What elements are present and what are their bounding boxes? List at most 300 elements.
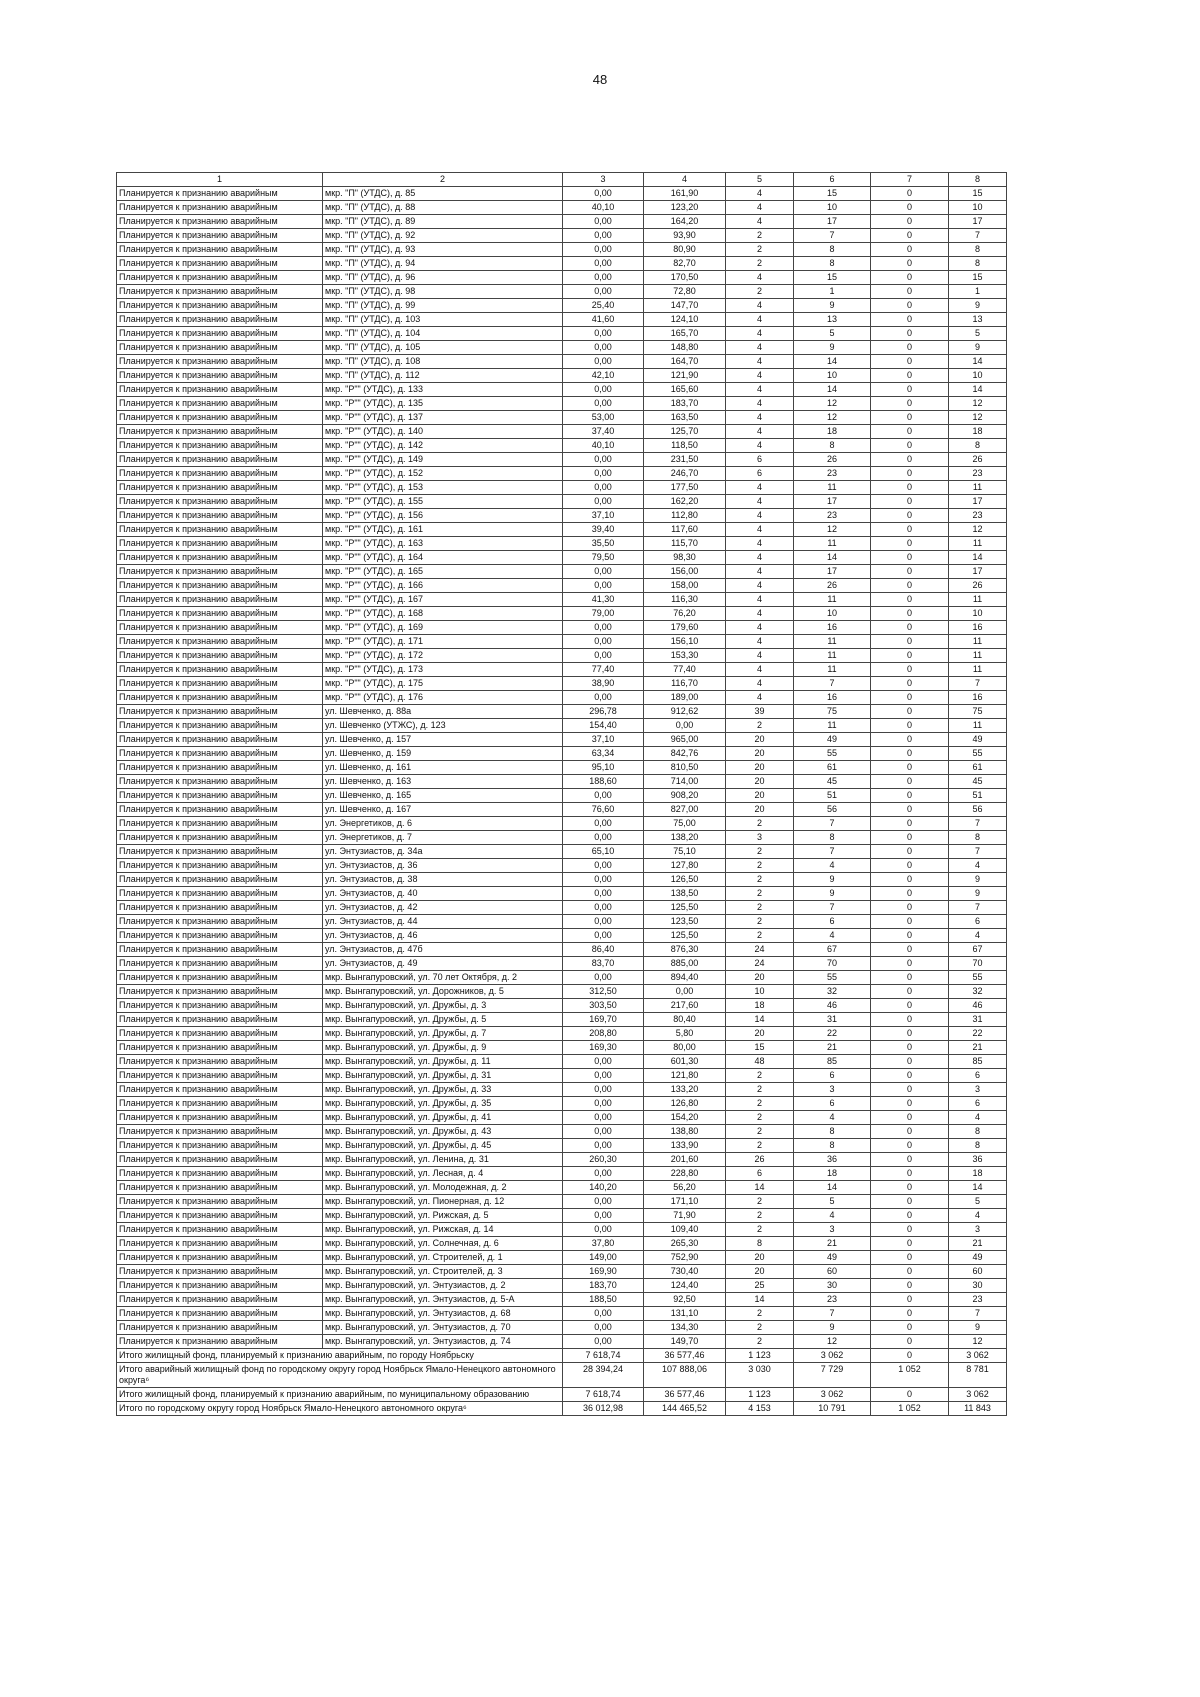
value-cell: 0,00 xyxy=(563,1335,644,1349)
table-row xyxy=(117,1125,1007,1139)
table-row xyxy=(117,747,1007,761)
value-cell: 124,10 xyxy=(644,313,726,327)
value-cell: 0 xyxy=(871,971,949,985)
value-cell: 0 xyxy=(871,537,949,551)
value-cell: 16 xyxy=(949,621,1007,635)
value-cell: 55 xyxy=(949,971,1007,985)
value-cell: 23 xyxy=(794,509,871,523)
value-cell: 9 xyxy=(949,887,1007,901)
status-cell: Планируется к признанию аварийным xyxy=(117,719,323,733)
value-cell: 67 xyxy=(794,943,871,957)
status-cell: Планируется к признанию аварийным xyxy=(117,1027,323,1041)
value-cell: 14 xyxy=(794,1181,871,1195)
address-cell: ул. Энтузиастов, д. 44 xyxy=(323,915,563,929)
value-cell: 98,30 xyxy=(644,551,726,565)
value-cell: 4 xyxy=(949,1209,1007,1223)
address-cell: мкр. "Р"" (УТДС), д. 165 xyxy=(323,565,563,579)
table-row xyxy=(117,1181,1007,1195)
value-cell: 10 xyxy=(794,201,871,215)
housing-table xyxy=(116,172,1007,1416)
value-cell: 4 xyxy=(949,1111,1007,1125)
status-cell: Планируется к признанию аварийным xyxy=(117,369,323,383)
value-cell: 11 xyxy=(794,481,871,495)
value-cell: 21 xyxy=(794,1041,871,1055)
value-cell: 0 xyxy=(871,1041,949,1055)
value-cell: 2 xyxy=(726,719,794,733)
value-cell: 8 xyxy=(794,831,871,845)
status-cell: Планируется к признанию аварийным xyxy=(117,1223,323,1237)
value-cell: 2 xyxy=(726,1321,794,1335)
value-cell: 20 xyxy=(726,1265,794,1279)
value-cell: 3 xyxy=(949,1083,1007,1097)
value-cell: 912,62 xyxy=(644,705,726,719)
value-cell: 45 xyxy=(949,775,1007,789)
value-cell: 6 xyxy=(949,1069,1007,1083)
address-cell: мкр. Вынгапуровский, ул. Энтузиастов, д. 5-А xyxy=(323,1293,563,1307)
table-row xyxy=(117,1335,1007,1349)
value-cell: 61 xyxy=(794,761,871,775)
table-row xyxy=(117,1279,1007,1293)
value-cell: 0 xyxy=(871,691,949,705)
value-cell: 17 xyxy=(949,565,1007,579)
value-cell: 842,76 xyxy=(644,747,726,761)
address-cell: мкр. Вынгапуровский, ул. Дружбы, д. 3 xyxy=(323,999,563,1013)
address-cell: ул. Энтузиастов, д. 49 xyxy=(323,957,563,971)
status-cell: Планируется к признанию аварийным xyxy=(117,985,323,999)
address-cell: ул. Шевченко, д. 88а xyxy=(323,705,563,719)
value-cell: 0,00 xyxy=(563,1111,644,1125)
value-cell: 13 xyxy=(949,313,1007,327)
value-cell: 12 xyxy=(949,1335,1007,1349)
total-row xyxy=(117,1388,1007,1402)
value-cell: 15 xyxy=(794,271,871,285)
value-cell: 70 xyxy=(949,957,1007,971)
value-cell: 38,90 xyxy=(563,677,644,691)
value-cell: 2 xyxy=(726,873,794,887)
value-cell: 7 xyxy=(794,229,871,243)
value-cell: 0 xyxy=(871,187,949,201)
value-cell: 0 xyxy=(871,1265,949,1279)
status-cell: Планируется к признанию аварийным xyxy=(117,425,323,439)
table-row xyxy=(117,873,1007,887)
value-cell: 138,20 xyxy=(644,831,726,845)
value-cell: 13 xyxy=(794,313,871,327)
total-label: Итого жилищный фонд, планируемый к признанию аварийным, по муниципальному образованию xyxy=(117,1388,563,1402)
status-cell: Планируется к признанию аварийным xyxy=(117,187,323,201)
value-cell: 138,50 xyxy=(644,887,726,901)
value-cell: 2 xyxy=(726,1209,794,1223)
value-cell: 83,70 xyxy=(563,957,644,971)
table-row xyxy=(117,985,1007,999)
value-cell: 9 xyxy=(949,873,1007,887)
address-cell: мкр. "Р"" (УТДС), д. 164 xyxy=(323,551,563,565)
value-cell: 2 xyxy=(726,1307,794,1321)
value-cell: 0 xyxy=(871,271,949,285)
value-cell: 188,50 xyxy=(563,1293,644,1307)
value-cell: 133,20 xyxy=(644,1083,726,1097)
value-cell: 164,20 xyxy=(644,215,726,229)
value-cell: 3 xyxy=(726,831,794,845)
address-cell: ул. Энергетиков, д. 7 xyxy=(323,831,563,845)
value-cell: 12 xyxy=(949,523,1007,537)
address-cell: мкр. "П" (УТДС), д. 105 xyxy=(323,341,563,355)
value-cell: 131,10 xyxy=(644,1307,726,1321)
value-cell: 0 xyxy=(871,943,949,957)
value-cell: 4 xyxy=(726,593,794,607)
status-cell: Планируется к признанию аварийным xyxy=(117,1111,323,1125)
table-row xyxy=(117,187,1007,201)
value-cell: 4 xyxy=(949,929,1007,943)
value-cell: 0,00 xyxy=(563,1097,644,1111)
value-cell: 77,40 xyxy=(644,663,726,677)
table-row xyxy=(117,831,1007,845)
value-cell: 37,10 xyxy=(563,509,644,523)
table-row xyxy=(117,789,1007,803)
value-cell: 124,40 xyxy=(644,1279,726,1293)
value-cell: 14 xyxy=(726,1013,794,1027)
total-value: 7 618,74 xyxy=(563,1349,644,1363)
status-cell: Планируется к признанию аварийным xyxy=(117,215,323,229)
value-cell: 0 xyxy=(871,817,949,831)
value-cell: 11 xyxy=(794,649,871,663)
status-cell: Планируется к признанию аварийным xyxy=(117,1237,323,1251)
status-cell: Планируется к признанию аварийным xyxy=(117,551,323,565)
value-cell: 0,00 xyxy=(563,831,644,845)
status-cell: Планируется к признанию аварийным xyxy=(117,537,323,551)
value-cell: 147,70 xyxy=(644,299,726,313)
value-cell: 11 xyxy=(794,663,871,677)
value-cell: 0 xyxy=(871,327,949,341)
value-cell: 4 xyxy=(726,383,794,397)
status-cell: Планируется к признанию аварийным xyxy=(117,831,323,845)
value-cell: 183,70 xyxy=(563,1279,644,1293)
value-cell: 0,00 xyxy=(563,285,644,299)
value-cell: 148,80 xyxy=(644,341,726,355)
status-cell: Планируется к признанию аварийным xyxy=(117,1055,323,1069)
value-cell: 4 xyxy=(726,439,794,453)
address-cell: мкр. "П" (УТДС), д. 96 xyxy=(323,271,563,285)
value-cell: 0,00 xyxy=(563,243,644,257)
value-cell: 0,00 xyxy=(563,1167,644,1181)
value-cell: 46 xyxy=(949,999,1007,1013)
value-cell: 85 xyxy=(949,1055,1007,1069)
value-cell: 2 xyxy=(726,1195,794,1209)
value-cell: 0,00 xyxy=(563,1125,644,1139)
value-cell: 0,00 xyxy=(563,1195,644,1209)
value-cell: 0 xyxy=(871,1223,949,1237)
total-value: 7 618,74 xyxy=(563,1388,644,1402)
value-cell: 23 xyxy=(794,467,871,481)
address-cell: мкр. "Р"" (УТДС), д. 153 xyxy=(323,481,563,495)
value-cell: 0,00 xyxy=(644,985,726,999)
value-cell: 0,00 xyxy=(563,1083,644,1097)
value-cell: 17 xyxy=(949,495,1007,509)
status-cell: Планируется к признанию аварийным xyxy=(117,1321,323,1335)
value-cell: 8 xyxy=(794,257,871,271)
value-cell: 8 xyxy=(726,1237,794,1251)
value-cell: 0,00 xyxy=(563,1223,644,1237)
value-cell: 169,30 xyxy=(563,1041,644,1055)
value-cell: 0 xyxy=(871,1027,949,1041)
status-cell: Планируется к признанию аварийным xyxy=(117,1041,323,1055)
value-cell: 0,00 xyxy=(644,719,726,733)
value-cell: 140,20 xyxy=(563,1181,644,1195)
value-cell: 121,90 xyxy=(644,369,726,383)
value-cell: 177,50 xyxy=(644,481,726,495)
address-cell: ул. Шевченко, д. 165 xyxy=(323,789,563,803)
value-cell: 20 xyxy=(726,803,794,817)
value-cell: 138,80 xyxy=(644,1125,726,1139)
status-cell: Планируется к признанию аварийным xyxy=(117,397,323,411)
value-cell: 2 xyxy=(726,1069,794,1083)
value-cell: 201,60 xyxy=(644,1153,726,1167)
address-cell: мкр. "Р"" (УТДС), д. 167 xyxy=(323,593,563,607)
address-cell: мкр. Вынгапуровский, ул. Энтузиастов, д. 74 xyxy=(323,1335,563,1349)
table-row xyxy=(117,579,1007,593)
value-cell: 4 xyxy=(726,579,794,593)
value-cell: 0,00 xyxy=(563,495,644,509)
address-cell: ул. Энтузиастов, д. 36 xyxy=(323,859,563,873)
address-cell: мкр. Вынгапуровский, ул. Дружбы, д. 5 xyxy=(323,1013,563,1027)
value-cell: 0,00 xyxy=(563,873,644,887)
status-cell: Планируется к признанию аварийным xyxy=(117,971,323,985)
value-cell: 10 xyxy=(949,201,1007,215)
value-cell: 908,20 xyxy=(644,789,726,803)
value-cell: 79,00 xyxy=(563,607,644,621)
value-cell: 149,70 xyxy=(644,1335,726,1349)
value-cell: 4 xyxy=(726,397,794,411)
value-cell: 4 xyxy=(726,215,794,229)
value-cell: 41,60 xyxy=(563,313,644,327)
table-row xyxy=(117,467,1007,481)
value-cell: 0 xyxy=(871,1335,949,1349)
status-cell: Планируется к признанию аварийным xyxy=(117,817,323,831)
table-row xyxy=(117,1083,1007,1097)
value-cell: 17 xyxy=(949,215,1007,229)
value-cell: 4 xyxy=(726,355,794,369)
address-cell: мкр. "Р"" (УТДС), д. 175 xyxy=(323,677,563,691)
table-row xyxy=(117,1111,1007,1125)
status-cell: Планируется к признанию аварийным xyxy=(117,565,323,579)
value-cell: 260,30 xyxy=(563,1153,644,1167)
value-cell: 810,50 xyxy=(644,761,726,775)
table-row xyxy=(117,397,1007,411)
status-cell: Планируется к признанию аварийным xyxy=(117,523,323,537)
value-cell: 0,00 xyxy=(563,467,644,481)
value-cell: 0,00 xyxy=(563,635,644,649)
value-cell: 134,30 xyxy=(644,1321,726,1335)
value-cell: 2 xyxy=(726,243,794,257)
value-cell: 0 xyxy=(871,803,949,817)
address-cell: мкр. "Р"" (УТДС), д. 161 xyxy=(323,523,563,537)
value-cell: 0,00 xyxy=(563,1307,644,1321)
value-cell: 0,00 xyxy=(563,649,644,663)
value-cell: 71,90 xyxy=(644,1209,726,1223)
address-cell: мкр. Вынгапуровский, ул. 70 лет Октября, д. 2 xyxy=(323,971,563,985)
table-row xyxy=(117,1195,1007,1209)
value-cell: 45 xyxy=(794,775,871,789)
value-cell: 0,00 xyxy=(563,579,644,593)
value-cell: 55 xyxy=(794,971,871,985)
table-row xyxy=(117,817,1007,831)
table-row xyxy=(117,509,1007,523)
table-row xyxy=(117,1265,1007,1279)
status-cell: Планируется к признанию аварийным xyxy=(117,271,323,285)
total-value: 10 791 xyxy=(794,1402,871,1416)
value-cell: 5,80 xyxy=(644,1027,726,1041)
value-cell: 4 xyxy=(794,929,871,943)
value-cell: 149,00 xyxy=(563,1251,644,1265)
value-cell: 714,00 xyxy=(644,775,726,789)
value-cell: 72,80 xyxy=(644,285,726,299)
value-cell: 2 xyxy=(726,1097,794,1111)
value-cell: 0,00 xyxy=(563,341,644,355)
value-cell: 20 xyxy=(726,1027,794,1041)
value-cell: 0,00 xyxy=(563,453,644,467)
total-value: 144 465,52 xyxy=(644,1402,726,1416)
value-cell: 0 xyxy=(871,1055,949,1069)
value-cell: 0,00 xyxy=(563,1209,644,1223)
value-cell: 0 xyxy=(871,1279,949,1293)
value-cell: 0 xyxy=(871,257,949,271)
address-cell: ул. Шевченко, д. 167 xyxy=(323,803,563,817)
value-cell: 127,80 xyxy=(644,859,726,873)
value-cell: 8 xyxy=(794,243,871,257)
value-cell: 0 xyxy=(871,341,949,355)
value-cell: 0,00 xyxy=(563,621,644,635)
value-cell: 20 xyxy=(726,761,794,775)
status-cell: Планируется к признанию аварийным xyxy=(117,229,323,243)
table-row xyxy=(117,1307,1007,1321)
table-row xyxy=(117,635,1007,649)
value-cell: 15 xyxy=(949,271,1007,285)
value-cell: 2 xyxy=(726,257,794,271)
status-cell: Планируется к признанию аварийным xyxy=(117,243,323,257)
value-cell: 4 xyxy=(726,411,794,425)
value-cell: 0,00 xyxy=(563,1139,644,1153)
value-cell: 0 xyxy=(871,439,949,453)
value-cell: 75 xyxy=(949,705,1007,719)
value-cell: 23 xyxy=(794,1293,871,1307)
value-cell: 116,70 xyxy=(644,677,726,691)
value-cell: 12 xyxy=(794,1335,871,1349)
value-cell: 16 xyxy=(794,691,871,705)
value-cell: 0 xyxy=(871,1251,949,1265)
status-cell: Планируется к признанию аварийным xyxy=(117,1279,323,1293)
status-cell: Планируется к признанию аварийным xyxy=(117,411,323,425)
value-cell: 179,60 xyxy=(644,621,726,635)
value-cell: 4 xyxy=(726,691,794,705)
value-cell: 11 xyxy=(949,663,1007,677)
value-cell: 0 xyxy=(871,649,949,663)
value-cell: 36 xyxy=(949,1153,1007,1167)
address-cell: мкр. Вынгапуровский, ул. Дорожников, д. 5 xyxy=(323,985,563,999)
address-cell: мкр. "Р"" (УТДС), д. 171 xyxy=(323,635,563,649)
table-row xyxy=(117,1167,1007,1181)
value-cell: 123,50 xyxy=(644,915,726,929)
value-cell: 0 xyxy=(871,425,949,439)
status-cell: Планируется к признанию аварийным xyxy=(117,439,323,453)
value-cell: 0 xyxy=(871,551,949,565)
table-row xyxy=(117,285,1007,299)
value-cell: 12 xyxy=(794,411,871,425)
address-cell: мкр. "П" (УТДС), д. 108 xyxy=(323,355,563,369)
address-cell: ул. Энтузиастов, д. 46 xyxy=(323,929,563,943)
value-cell: 9 xyxy=(794,1321,871,1335)
total-value: 0 xyxy=(871,1349,949,1363)
status-cell: Планируется к признанию аварийным xyxy=(117,1181,323,1195)
value-cell: 10 xyxy=(794,369,871,383)
table-row xyxy=(117,775,1007,789)
value-cell: 0 xyxy=(871,789,949,803)
value-cell: 118,50 xyxy=(644,439,726,453)
value-cell: 4 xyxy=(726,565,794,579)
value-cell: 75 xyxy=(794,705,871,719)
value-cell: 0 xyxy=(871,201,949,215)
value-cell: 20 xyxy=(726,733,794,747)
value-cell: 0,00 xyxy=(563,887,644,901)
status-cell: Планируется к признанию аварийным xyxy=(117,285,323,299)
value-cell: 4 xyxy=(726,677,794,691)
table-row xyxy=(117,1321,1007,1335)
address-cell: мкр. "П" (УТДС), д. 94 xyxy=(323,257,563,271)
value-cell: 4 xyxy=(726,523,794,537)
value-cell: 0 xyxy=(871,1083,949,1097)
value-cell: 0,00 xyxy=(563,397,644,411)
status-cell: Планируется к признанию аварийным xyxy=(117,1097,323,1111)
address-cell: мкр. "П" (УТДС), д. 93 xyxy=(323,243,563,257)
value-cell: 189,00 xyxy=(644,691,726,705)
value-cell: 14 xyxy=(949,1181,1007,1195)
address-cell: мкр. "Р"" (УТДС), д. 152 xyxy=(323,467,563,481)
value-cell: 4 xyxy=(726,649,794,663)
value-cell: 0,00 xyxy=(563,215,644,229)
value-cell: 6 xyxy=(949,915,1007,929)
value-cell: 51 xyxy=(949,789,1007,803)
status-cell: Планируется к признанию аварийным xyxy=(117,1125,323,1139)
total-label: Итого жилищный фонд, планируемый к признанию аварийным, по городу Ноябрьску xyxy=(117,1349,563,1363)
value-cell: 39,40 xyxy=(563,523,644,537)
value-cell: 4 xyxy=(794,1209,871,1223)
header-row xyxy=(117,173,1007,187)
value-cell: 61 xyxy=(949,761,1007,775)
value-cell: 0 xyxy=(871,355,949,369)
value-cell: 0,00 xyxy=(563,187,644,201)
table-row xyxy=(117,1013,1007,1027)
value-cell: 8 xyxy=(949,257,1007,271)
table-row xyxy=(117,1027,1007,1041)
value-cell: 7 xyxy=(794,845,871,859)
value-cell: 6 xyxy=(949,1097,1007,1111)
table-row xyxy=(117,943,1007,957)
table-row xyxy=(117,957,1007,971)
total-value: 3 062 xyxy=(949,1388,1007,1402)
address-cell: мкр. Вынгапуровский, ул. Дружбы, д. 35 xyxy=(323,1097,563,1111)
value-cell: 70 xyxy=(794,957,871,971)
value-cell: 0 xyxy=(871,1013,949,1027)
value-cell: 0,00 xyxy=(563,1069,644,1083)
value-cell: 9 xyxy=(794,873,871,887)
table-row xyxy=(117,215,1007,229)
value-cell: 0 xyxy=(871,481,949,495)
value-cell: 2 xyxy=(726,929,794,943)
value-cell: 2 xyxy=(726,1139,794,1153)
value-cell: 17 xyxy=(794,215,871,229)
value-cell: 228,80 xyxy=(644,1167,726,1181)
value-cell: 37,40 xyxy=(563,425,644,439)
status-cell: Планируется к признанию аварийным xyxy=(117,789,323,803)
value-cell: 2 xyxy=(726,285,794,299)
